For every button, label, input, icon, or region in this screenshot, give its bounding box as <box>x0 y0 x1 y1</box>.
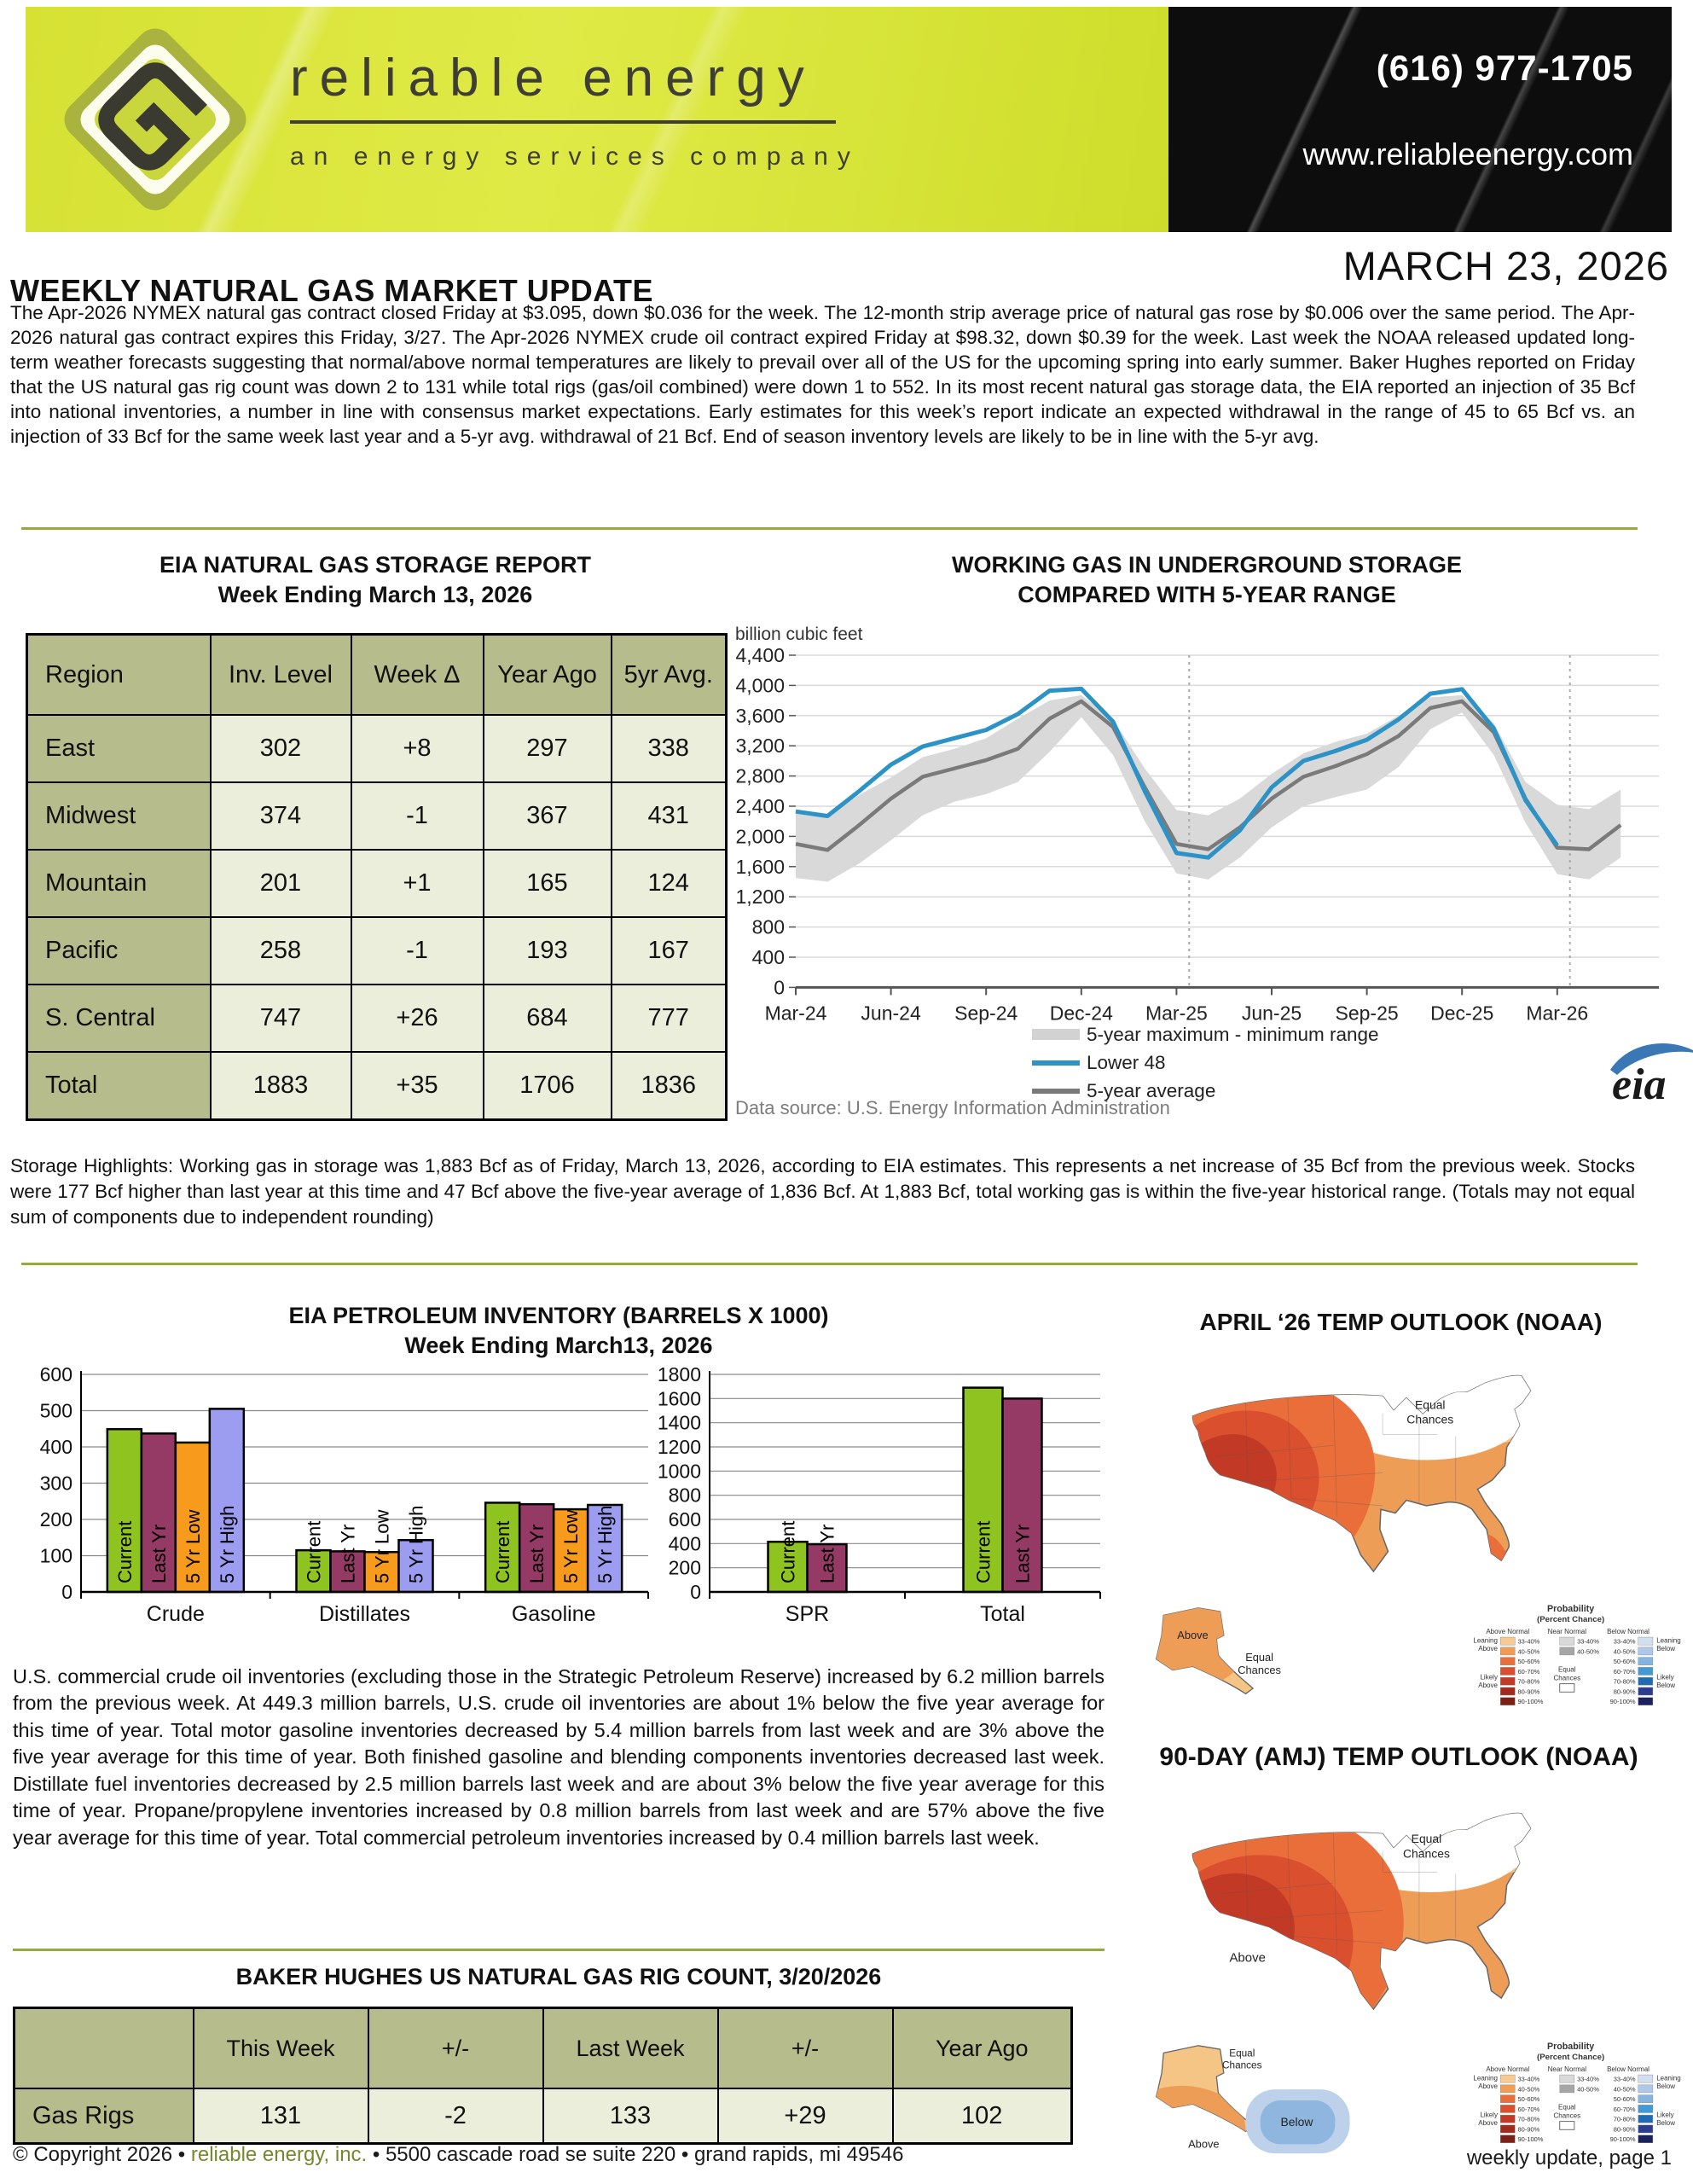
footer-copyright <box>13 2143 903 2167</box>
svg-text:Likely: Likely <box>1656 1673 1674 1682</box>
category-label: Crude <box>146 1602 205 1626</box>
table-cell: 201 <box>211 850 351 917</box>
column-header: Year Ago <box>484 635 612 716</box>
storage-report-table <box>26 633 728 1121</box>
svg-text:33-40%: 33-40% <box>1517 1637 1540 1646</box>
table-cell: -1 <box>351 782 484 850</box>
svg-text:Leaning: Leaning <box>1473 1636 1498 1645</box>
footer-address: • 5500 cascade road se suite 220 • grand rapids, mi 49546 <box>367 2143 904 2166</box>
table-row <box>27 985 727 1052</box>
column-header: +/- <box>718 2008 893 2089</box>
bar-label: Current <box>303 1520 325 1583</box>
bar-label: Last Yr <box>148 1524 170 1583</box>
svg-text:40-50%: 40-50% <box>1613 2085 1636 2094</box>
svg-text:50-60%: 50-60% <box>1613 1658 1636 1666</box>
table-cell: +26 <box>351 985 484 1052</box>
bar-label: 5 Yr High <box>405 1505 427 1583</box>
issue-date: MARCH 23, 2026 <box>1342 243 1669 288</box>
svg-text:2,800: 2,800 <box>735 764 785 787</box>
table-header-row <box>27 635 727 716</box>
map-label: Above <box>1229 1950 1266 1966</box>
map-label: Below <box>1280 2114 1313 2129</box>
working-gas-svg <box>733 648 1680 1032</box>
chart-legend <box>1032 1020 1379 1105</box>
svg-text:80-90%: 80-90% <box>1517 1687 1540 1696</box>
five-year-range-band <box>796 695 1621 882</box>
svg-text:Dec-24: Dec-24 <box>1049 1002 1113 1025</box>
column-header: 5yr Avg. <box>612 635 727 716</box>
map-label: Chances <box>1403 1846 1450 1861</box>
column-header: Region <box>27 635 211 716</box>
category-label: Distillates <box>319 1602 410 1626</box>
map-label: Above <box>1177 1629 1209 1642</box>
map-label: Chances <box>1406 1412 1454 1426</box>
table-cell: +35 <box>351 1052 484 1120</box>
svg-text:Below Normal: Below Normal <box>1607 1627 1650 1635</box>
map-amj-svg <box>1109 1781 1693 2172</box>
table-row <box>27 850 727 917</box>
map-label: Chances <box>1238 1663 1281 1676</box>
svg-text:100: 100 <box>39 1544 72 1567</box>
eia-logo-icon <box>1603 1031 1693 1107</box>
svg-text:Mar-24: Mar-24 <box>764 1002 827 1025</box>
svg-text:Likely: Likely <box>1656 2111 1674 2119</box>
svg-text:Jun-24: Jun-24 <box>861 1002 921 1025</box>
svg-text:Near Normal: Near Normal <box>1547 1627 1587 1635</box>
svg-text:800: 800 <box>668 1484 701 1507</box>
column-header: Inv. Level <box>211 635 351 716</box>
category-label: Total <box>980 1602 1025 1626</box>
column-header: Week Δ <box>351 635 484 716</box>
storage-report-heading <box>26 550 725 610</box>
svg-text:2,400: 2,400 <box>735 795 785 817</box>
storage-report-title: EIA NATURAL GAS STORAGE REPORT <box>159 552 592 578</box>
svg-text:Equal: Equal <box>1558 2103 1576 2111</box>
bar-label: 5 Yr High <box>594 1505 617 1583</box>
svg-text:90-100%: 90-100% <box>1517 2135 1544 2144</box>
map-label: Equal <box>1414 1397 1446 1412</box>
bar-label: Last Yr <box>1012 1524 1034 1583</box>
table-cell: 777 <box>612 985 727 1052</box>
petroleum-bar-chart-spr-total <box>657 1363 1109 1658</box>
legend-item-band <box>1032 1020 1379 1048</box>
svg-text:300: 300 <box>39 1472 72 1495</box>
y-axis-label: billion cubic feet <box>735 624 863 644</box>
line-chart-canvas <box>733 648 1680 1037</box>
map-label: Above <box>1480 1573 1511 1585</box>
map-april-svg <box>1109 1344 1693 1734</box>
svg-text:Dec-25: Dec-25 <box>1430 1002 1494 1025</box>
table-cell: 302 <box>211 715 351 782</box>
table-cell: 367 <box>484 782 612 850</box>
column-header: This Week <box>194 2008 368 2089</box>
rig-count-title: BAKER HUGHES US NATURAL GAS RIG COUNT, 3/20/2026 <box>235 1964 882 1989</box>
table-row <box>27 715 727 782</box>
svg-text:60-70%: 60-70% <box>1517 2105 1540 2113</box>
svg-text:Probability: Probability <box>1546 2042 1595 2053</box>
svg-text:90-100%: 90-100% <box>1609 2135 1636 2144</box>
svg-text:Above Normal: Above Normal <box>1486 2065 1530 2073</box>
svg-text:Below Normal: Below Normal <box>1607 2065 1650 2073</box>
svg-text:Below: Below <box>1656 1645 1676 1653</box>
table-cell: S. Central <box>27 985 211 1052</box>
bar-label: 5 Yr Low <box>182 1509 204 1583</box>
svg-text:0: 0 <box>690 1581 701 1603</box>
svg-text:800: 800 <box>751 915 785 938</box>
website-url: www.reliableenergy.com <box>1302 136 1633 171</box>
column-header <box>14 2008 194 2089</box>
petroleum-title: EIA PETROLEUM INVENTORY (BARRELS X 1000) <box>288 1303 829 1328</box>
svg-text:1600: 1600 <box>657 1387 701 1410</box>
legend-label: 5-year average <box>1087 1079 1216 1101</box>
svg-text:33-40%: 33-40% <box>1613 2075 1636 2083</box>
svg-text:1,200: 1,200 <box>735 886 785 909</box>
bar-label: Current <box>492 1520 514 1583</box>
legend-label: Lower 48 <box>1087 1051 1166 1073</box>
table-cell: 102 <box>893 2088 1072 2144</box>
map-label: Above <box>1188 2137 1220 2151</box>
amj-temp-outlook-map <box>1109 1781 1693 2172</box>
brand-rule <box>290 120 836 124</box>
april-temp-outlook-map <box>1109 1344 1693 1734</box>
table-cell: 297 <box>484 715 612 782</box>
svg-text:Below: Below <box>1656 2082 1676 2091</box>
petroleum-paragraph: U.S. commercial crude oil inventories (excluding those in the Strategic Petroleum Reserve) increased by 6.2 million barrels from the previous week. At 449.3 million barrels, U.S. crude oil inventories are about 1% below the five year average for this time of year. Total motor gasoline inventories decreased by 5.4 million barrels from last week and are 3% above the five year average for this time of year. Both finished gasoline and blending components inventories decreased last week. Distillate fuel inventories decreased by 2.5 million barrels last week and are about 3% below the five year average for this time of year. Propane/propylene inventories increased by 0.8 million barrels from last week and are 57% above the five year average for this time of year. Total commercial petroleum inventories increased by 0.4 million barrels last week. <box>13 1665 1105 1849</box>
svg-text:Chances: Chances <box>1553 1674 1581 1682</box>
svg-text:40-50%: 40-50% <box>1517 2085 1540 2094</box>
table-cell: 167 <box>612 917 727 985</box>
svg-text:Leaning: Leaning <box>1473 2074 1498 2082</box>
svg-text:4,400: 4,400 <box>735 648 785 666</box>
svg-text:Mar-26: Mar-26 <box>1526 1002 1589 1025</box>
map-label: Chances <box>1222 2059 1262 2071</box>
svg-text:33-40%: 33-40% <box>1517 2075 1540 2083</box>
svg-text:3,200: 3,200 <box>735 735 785 758</box>
phone-number: (616) 977-1705 <box>1376 48 1633 88</box>
svg-text:33-40%: 33-40% <box>1577 2075 1599 2083</box>
svg-text:50-60%: 50-60% <box>1517 2095 1540 2104</box>
table-cell: +8 <box>351 715 484 782</box>
footer-page-label: weekly update, page 1 <box>1466 2146 1672 2169</box>
table-header-row <box>14 2008 1072 2089</box>
line-swatch-icon <box>1032 1060 1080 1066</box>
svg-text:60-70%: 60-70% <box>1613 2105 1636 2113</box>
svg-text:Above: Above <box>1478 1645 1498 1653</box>
table-cell: 374 <box>211 782 351 850</box>
table-cell: 165 <box>484 850 612 917</box>
table-cell: Gas Rigs <box>14 2088 194 2144</box>
svg-text:40-50%: 40-50% <box>1613 1647 1636 1656</box>
svg-text:Leaning: Leaning <box>1656 1636 1681 1645</box>
table-cell: +1 <box>351 850 484 917</box>
table-cell: 747 <box>211 985 351 1052</box>
svg-text:60-70%: 60-70% <box>1517 1667 1540 1676</box>
footer-brand: reliable energy, inc. <box>190 2143 368 2166</box>
svg-text:Mar-25: Mar-25 <box>1145 1002 1208 1025</box>
svg-text:70-80%: 70-80% <box>1613 2115 1636 2123</box>
gas-chart-heading <box>751 550 1663 610</box>
table-cell: 684 <box>484 985 612 1052</box>
bar-label: 5 Yr Low <box>560 1509 583 1583</box>
column-header: Last Week <box>543 2008 718 2089</box>
table-cell: -1 <box>351 917 484 985</box>
petroleum-bar-chart-products <box>30 1363 652 1658</box>
table-cell: East <box>27 715 211 782</box>
svg-text:200: 200 <box>39 1508 72 1531</box>
table-cell: Midwest <box>27 782 211 850</box>
svg-text:Leaning: Leaning <box>1656 2074 1681 2082</box>
svg-text:80-90%: 80-90% <box>1517 2125 1540 2134</box>
rig-count-table <box>13 2007 1073 2145</box>
map-label: Above <box>1224 1489 1264 1504</box>
svg-text:400: 400 <box>751 946 785 968</box>
table-cell: 1836 <box>612 1052 727 1120</box>
column-header: Year Ago <box>893 2008 1072 2089</box>
masthead <box>26 7 1672 232</box>
bar-label: 5 Yr Low <box>371 1509 393 1583</box>
svg-text:0: 0 <box>61 1581 72 1603</box>
table-row <box>27 1052 727 1120</box>
svg-text:200: 200 <box>668 1556 701 1579</box>
svg-text:Likely: Likely <box>1480 1673 1498 1682</box>
divider <box>21 527 1638 530</box>
svg-text:0: 0 <box>774 976 785 999</box>
bar-label: Current <box>972 1520 994 1583</box>
wordmark <box>290 48 887 171</box>
table-cell: 431 <box>612 782 727 850</box>
svg-text:Above: Above <box>1478 2082 1498 2091</box>
svg-text:40-50%: 40-50% <box>1577 1647 1599 1656</box>
table-cell: 1883 <box>211 1052 351 1120</box>
svg-text:80-90%: 80-90% <box>1613 2125 1636 2134</box>
table-cell: 131 <box>194 2088 368 2144</box>
svg-text:1800: 1800 <box>657 1363 701 1385</box>
probability-legend <box>1454 1602 1684 1728</box>
table-row <box>14 2088 1072 2144</box>
svg-text:3,600: 3,600 <box>735 704 785 727</box>
svg-text:400: 400 <box>39 1436 72 1458</box>
svg-text:Sep-25: Sep-25 <box>1335 1002 1399 1025</box>
svg-text:Below: Below <box>1656 1681 1676 1689</box>
svg-text:(Percent Chance): (Percent Chance) <box>1536 2052 1605 2062</box>
svg-text:70-80%: 70-80% <box>1517 1677 1540 1686</box>
table-cell: 193 <box>484 917 612 985</box>
svg-text:Below: Below <box>1656 2118 1676 2127</box>
petroleum-subtitle: Week Ending March13, 2026 <box>404 1333 713 1359</box>
svg-text:Above Normal: Above Normal <box>1486 1627 1530 1635</box>
svg-text:Above: Above <box>1478 2118 1498 2127</box>
svg-text:90-100%: 90-100% <box>1517 1698 1544 1706</box>
table-row <box>27 782 727 850</box>
table-cell: 1706 <box>484 1052 612 1120</box>
table-cell: 258 <box>211 917 351 985</box>
svg-text:400: 400 <box>668 1532 701 1555</box>
brand-panel <box>26 7 1168 232</box>
svg-text:60-70%: 60-70% <box>1613 1667 1636 1676</box>
bar-label: Last Yr <box>337 1524 359 1583</box>
table-cell: 124 <box>612 850 727 917</box>
svg-text:600: 600 <box>39 1363 72 1385</box>
table-cell: Pacific <box>27 917 211 985</box>
svg-text:1400: 1400 <box>657 1411 701 1434</box>
svg-text:40-50%: 40-50% <box>1577 2085 1599 2094</box>
svg-text:(Percent Chance): (Percent Chance) <box>1536 1614 1605 1624</box>
working-gas-chart <box>733 621 1680 1133</box>
market-summary-paragraph: The Apr-2026 NYMEX natural gas contract closed Friday at $3.095, down $0.036 for the week. The 12-month strip average price of natural gas rose by $0.006 over the same period. The Apr-2026 natural gas contract expires this Friday, 3/27. The Apr-2026 NYMEX crude oil contract expired Friday at $98.32, down $0.39 for the week. Last week the NOAA released updated long-term weather forecasts suggesting that normal/above normal temperatures are likely to prevail over all of the US for the upcoming spring into early summer. Baker Hughes reported on Friday that the US natural gas rig count was down 2 to 131 while total rigs (gas/oil combined) were down 1 to 552. In its most recent natural gas storage data, the EIA reported an injection of 35 Bcf into national inventories, a number in line with consensus market expectations. Early estimates for this week’s report indicate an expected withdrawal in the range of 45 to 65 Bcf vs. an injection of 33 Bcf for the same week last year and a 5-yr avg. withdrawal of 21 Bcf. End of season inventory levels are likely to be in line with the 5-yr avg. <box>10 302 1635 448</box>
svg-text:Near Normal: Near Normal <box>1547 2065 1587 2073</box>
map-label: Equal <box>1411 1832 1442 1846</box>
svg-text:600: 600 <box>668 1508 701 1531</box>
brand-name: reliable energy <box>290 49 816 107</box>
petroleum-heading <box>13 1301 1105 1361</box>
gas-chart-title: WORKING GAS IN UNDERGROUND STORAGE <box>951 552 1463 578</box>
storage-highlights-paragraph: Storage Highlights: Working gas in storage was 1,883 Bcf as of Friday, March 13, 2026, according to EIA estimates. This represents a net increase of 35 Bcf from the previous week. Stocks were 177 Bcf higher than last year at this time and 47 Bcf above the five-year average of 1,836 Bcf. At 1,883 Bcf, total working gas is within the five-year historical range. (Totals may not equal sum of components due to independent rounding) <box>10 1155 1635 1228</box>
svg-text:4,000: 4,000 <box>735 674 785 697</box>
svg-text:Jun-25: Jun-25 <box>1241 1002 1302 1025</box>
bar-label: 5 Yr High <box>216 1505 238 1583</box>
map-label: Equal <box>1245 1650 1274 1664</box>
svg-text:1200: 1200 <box>657 1436 701 1458</box>
copyright-text: © Copyright 2026 • <box>13 2143 191 2166</box>
table-cell: -2 <box>368 2088 543 2144</box>
band-swatch-icon <box>1032 1029 1080 1040</box>
table-row <box>27 917 727 985</box>
bar-label: Last Yr <box>816 1524 838 1583</box>
page-title: WEEKLY NATURAL GAS MARKET UPDATE <box>10 273 654 309</box>
divider <box>21 1263 1638 1265</box>
map-label: Equal <box>1229 2048 1255 2059</box>
bar-label: Current <box>113 1520 136 1583</box>
svg-text:80-90%: 80-90% <box>1613 1687 1636 1696</box>
reliable-energy-logo-icon <box>49 14 261 225</box>
brand-tagline: an energy services company <box>290 142 860 171</box>
svg-text:2,000: 2,000 <box>735 825 785 848</box>
petro-spr-total-svg <box>657 1363 1109 1658</box>
svg-text:50-60%: 50-60% <box>1517 1658 1540 1666</box>
legend-label: 5-year maximum - minimum range <box>1087 1023 1379 1045</box>
svg-text:70-80%: 70-80% <box>1613 1677 1636 1686</box>
svg-text:Probability: Probability <box>1546 1604 1595 1615</box>
contact-panel <box>1168 7 1672 232</box>
svg-text:500: 500 <box>39 1399 72 1422</box>
bar-label: Last Yr <box>526 1524 548 1583</box>
bar-label: Current <box>777 1520 799 1583</box>
april-outlook-title: APRIL ‘26 TEMP OUTLOOK (NOAA) <box>1199 1309 1603 1335</box>
svg-text:70-80%: 70-80% <box>1517 2115 1540 2123</box>
table-cell: 338 <box>612 715 727 782</box>
petro-products-svg <box>30 1363 652 1658</box>
table-cell: Mountain <box>27 850 211 917</box>
svg-text:1000: 1000 <box>657 1460 701 1483</box>
svg-text:33-40%: 33-40% <box>1613 1637 1636 1646</box>
svg-text:Likely: Likely <box>1480 2111 1498 2119</box>
svg-text:50-60%: 50-60% <box>1613 2095 1636 2104</box>
table-cell: +29 <box>718 2088 893 2144</box>
gas-chart-subtitle: COMPARED WITH 5-YEAR RANGE <box>1018 582 1396 608</box>
amj-outlook-title: 90-DAY (AMJ) TEMP OUTLOOK (NOAA) <box>1159 1743 1638 1771</box>
svg-text:eia: eia <box>1612 1060 1667 1107</box>
line-swatch-icon <box>1032 1089 1080 1094</box>
legend-item-lower48 <box>1032 1048 1379 1077</box>
category-label: Gasoline <box>511 1602 596 1626</box>
table-cell: Total <box>27 1052 211 1120</box>
svg-text:Equal: Equal <box>1558 1665 1576 1674</box>
table-cell: 133 <box>543 2088 718 2144</box>
svg-text:90-100%: 90-100% <box>1609 1698 1636 1706</box>
column-header: +/- <box>368 2008 543 2089</box>
svg-text:Sep-24: Sep-24 <box>954 1002 1018 1025</box>
data-source-note: Data source: U.S. Energy Information Administration <box>735 1097 1170 1118</box>
storage-report-subtitle: Week Ending March 13, 2026 <box>217 582 533 608</box>
category-label: SPR <box>785 1602 830 1626</box>
svg-text:1,600: 1,600 <box>735 855 785 878</box>
svg-text:40-50%: 40-50% <box>1517 1647 1540 1656</box>
divider <box>13 1949 1105 1951</box>
svg-text:Above: Above <box>1478 1681 1498 1689</box>
svg-text:Chances: Chances <box>1553 2111 1581 2120</box>
svg-text:33-40%: 33-40% <box>1577 1637 1599 1646</box>
